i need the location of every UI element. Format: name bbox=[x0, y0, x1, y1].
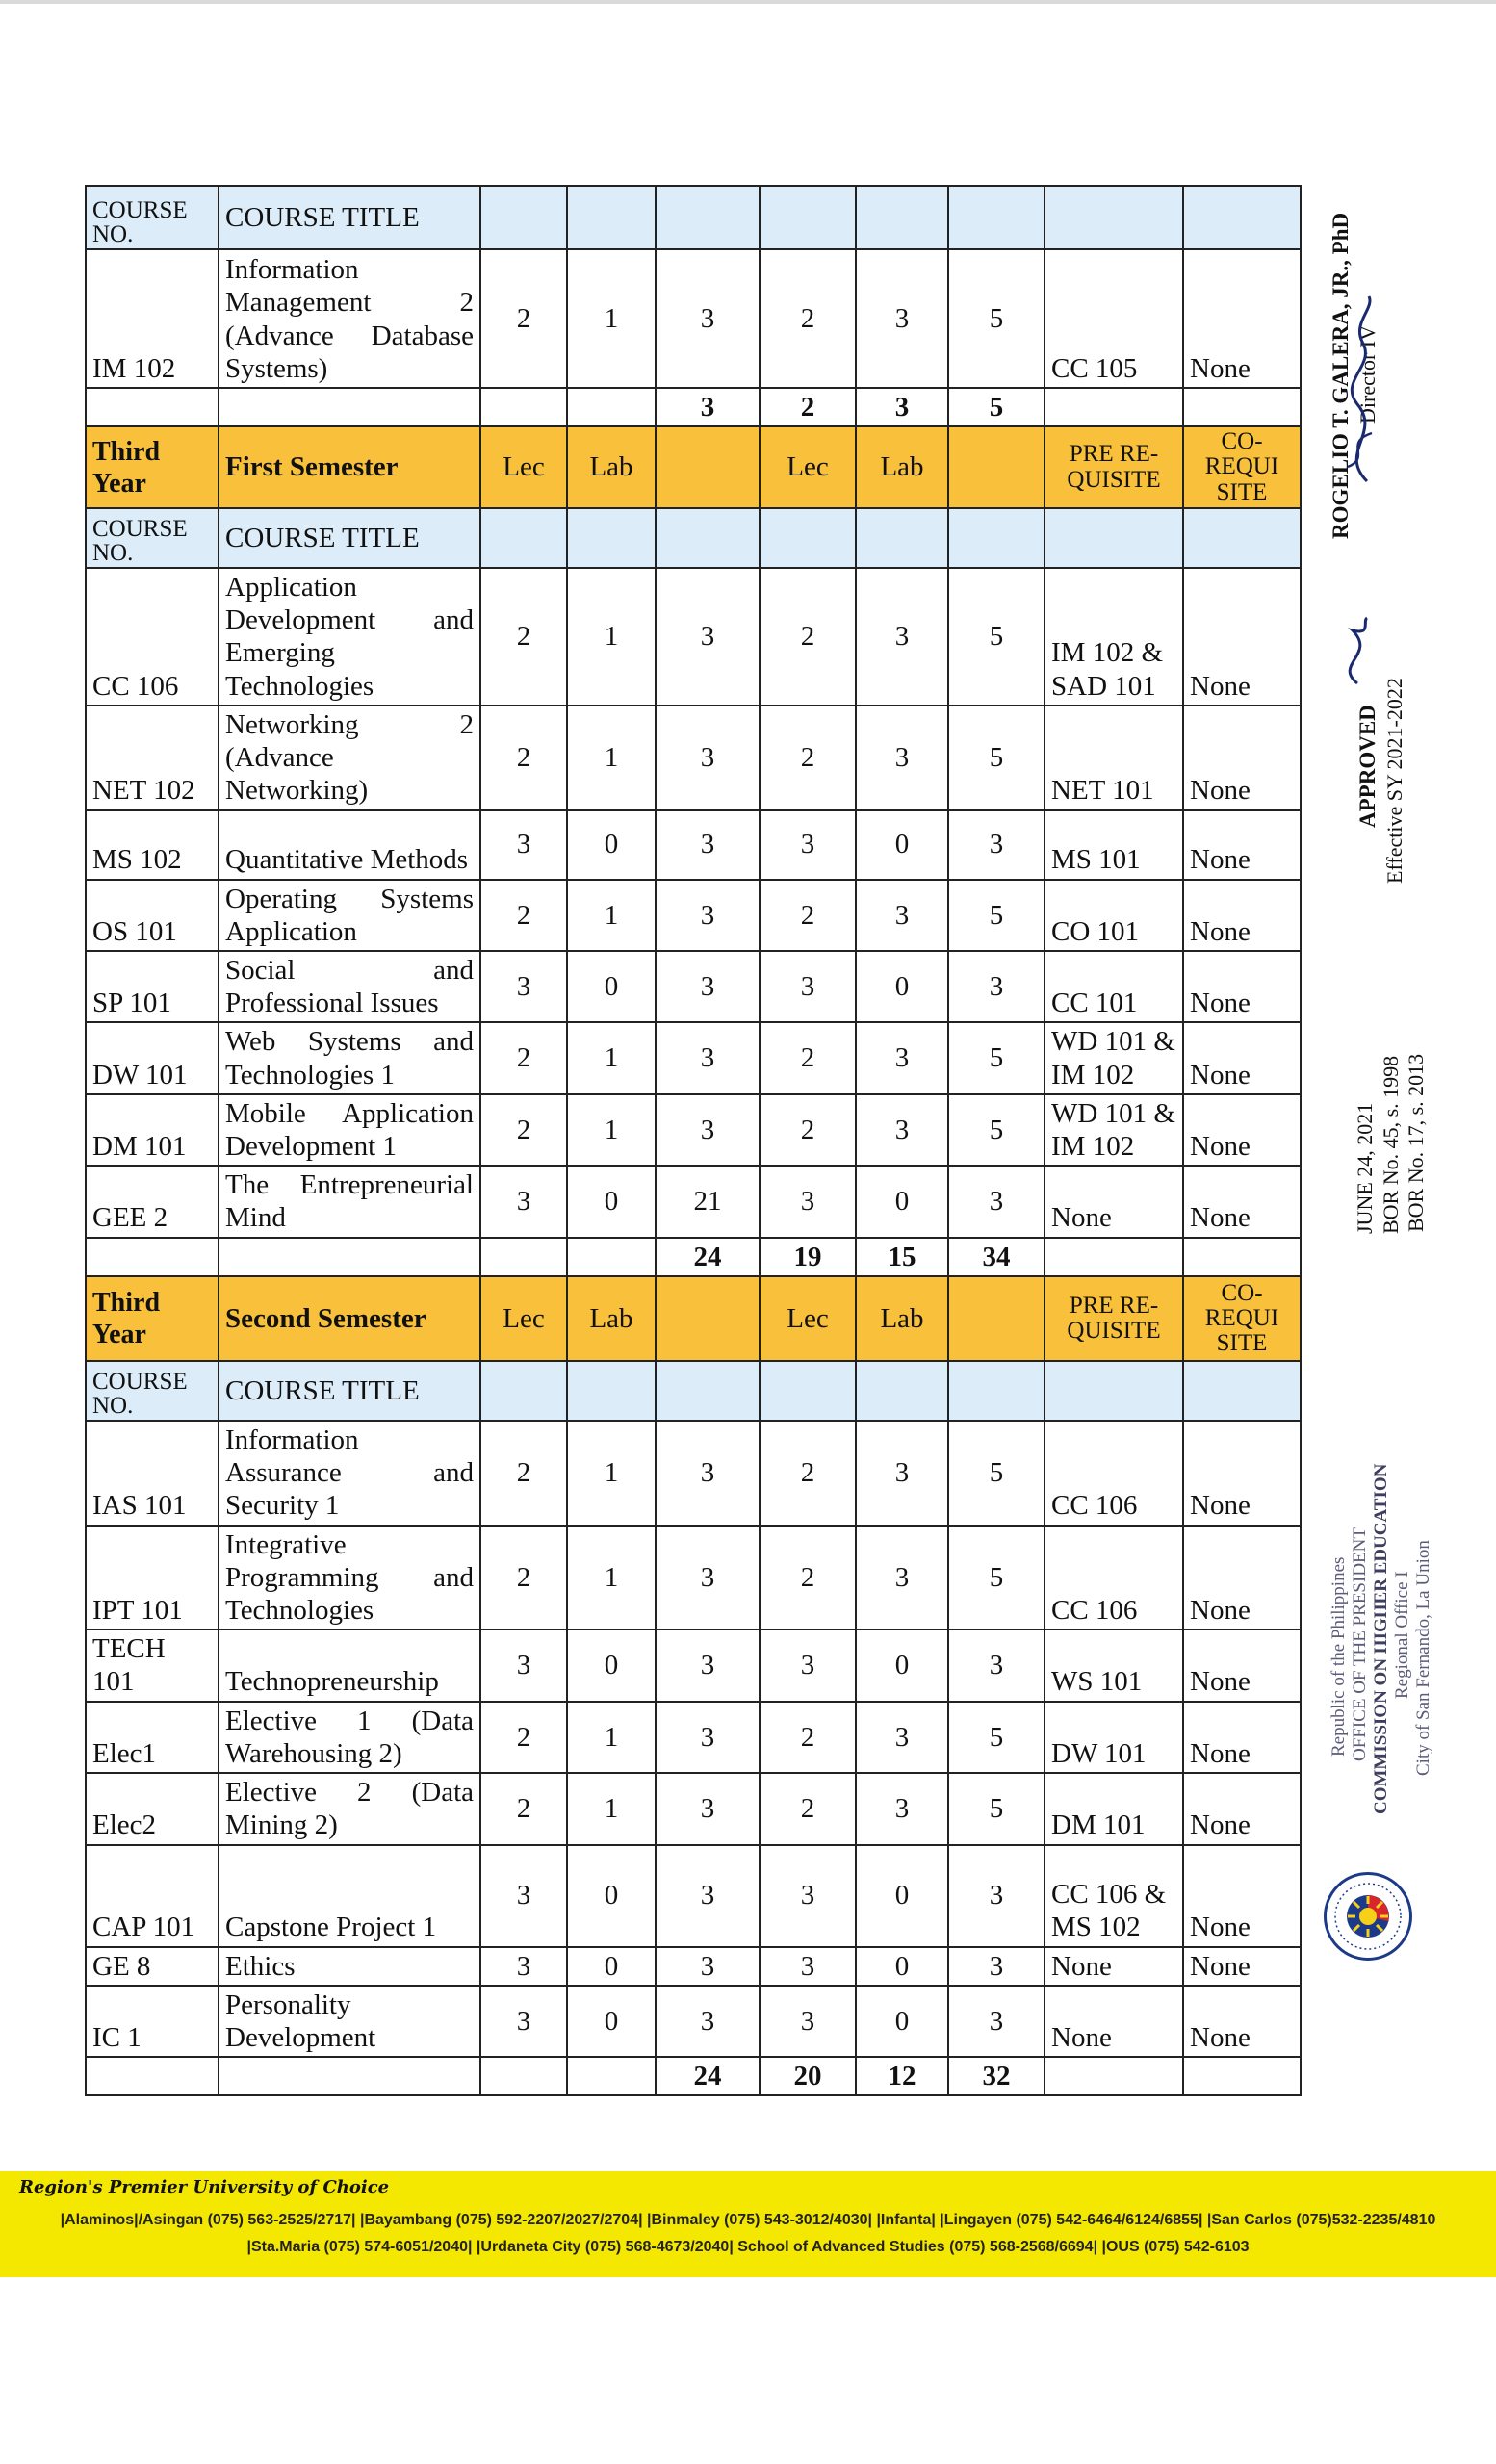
course-title: Ethics bbox=[219, 1947, 480, 1986]
header-blank-cell bbox=[656, 508, 760, 568]
footer-motto: Region's Premier University of Choice bbox=[19, 2177, 390, 2197]
header-blank-cell bbox=[567, 1361, 656, 1421]
total-blank bbox=[86, 1238, 219, 1276]
header-blank-cell bbox=[760, 508, 856, 568]
lab-units: 0 bbox=[567, 810, 656, 880]
total-hours: 5 bbox=[948, 1773, 1045, 1844]
lec-hours: 3 bbox=[760, 1166, 856, 1237]
course-title: Personality Development bbox=[219, 1986, 480, 2057]
course-row bbox=[86, 1845, 1301, 1947]
header-blank-cell bbox=[567, 508, 656, 568]
header-blank-cell bbox=[856, 508, 948, 568]
lab-hours: 3 bbox=[856, 1421, 948, 1526]
course-title-header: COURSE TITLE bbox=[219, 1361, 480, 1421]
lec-units: 2 bbox=[480, 568, 567, 706]
corequisite: None bbox=[1183, 1526, 1301, 1630]
lab-units: 1 bbox=[567, 249, 656, 388]
total-units: 3 bbox=[656, 880, 760, 951]
course-code: OS 101 bbox=[86, 880, 219, 951]
header-blank-cell bbox=[948, 1361, 1045, 1421]
units-blank-header bbox=[656, 426, 760, 508]
total-units: 3 bbox=[656, 1986, 760, 2057]
lec-units: 2 bbox=[480, 1022, 567, 1093]
semester-total: 5 bbox=[948, 388, 1045, 426]
course-title: The Entrepreneurial Mind bbox=[219, 1166, 480, 1237]
course-code: GE 8 bbox=[86, 1947, 219, 1986]
semester-label: First Semester bbox=[219, 426, 480, 508]
lab-hours: 3 bbox=[856, 1526, 948, 1630]
lec-hours: 2 bbox=[760, 1022, 856, 1093]
course-title: Operating Systems Application bbox=[219, 880, 480, 951]
total-blank bbox=[1183, 2057, 1301, 2095]
corequisite: None bbox=[1183, 1773, 1301, 1844]
total-hours: 3 bbox=[948, 1947, 1045, 1986]
course-title: Mobile Application Development 1 bbox=[219, 1094, 480, 1166]
total-hours: 5 bbox=[948, 880, 1045, 951]
lab-units: 1 bbox=[567, 880, 656, 951]
course-code: CC 106 bbox=[86, 568, 219, 706]
effective-label: Effective SY 2021-2022 bbox=[1382, 678, 1406, 884]
prerequisite: CC 105 bbox=[1045, 249, 1183, 388]
course-row bbox=[86, 249, 1301, 388]
lab-units: 1 bbox=[567, 1526, 656, 1630]
total-row bbox=[86, 1238, 1301, 1276]
total-hours: 5 bbox=[948, 1022, 1045, 1093]
lab-hours-header: Lab bbox=[856, 1276, 948, 1361]
lab-units: 0 bbox=[567, 1986, 656, 2057]
total-units: 3 bbox=[656, 1630, 760, 1701]
total-row bbox=[86, 388, 1301, 426]
ched-line-3: COMMISSION ON HIGHER EDUCATION bbox=[1371, 1463, 1391, 1814]
course-row bbox=[86, 1526, 1301, 1630]
course-no-header: COURSE NO. bbox=[86, 1361, 219, 1421]
total-blank bbox=[480, 2057, 567, 2095]
corequisite: None bbox=[1183, 568, 1301, 706]
course-row bbox=[86, 951, 1301, 1022]
course-title: Capstone Project 1 bbox=[219, 1845, 480, 1947]
semester-header-row bbox=[86, 426, 1301, 508]
total-blank bbox=[1045, 2057, 1183, 2095]
footer-campuses-line-1: |Alaminos|/Asingan (075) 563-2525/2717| |Bayambang (075) 592-2207/2027/2704| |Binmaley (075) 543-3012/4030| |Infanta| |Lingayen (075) 542-6464/6124/6855| |San Carlos (075)532-2235/4810 bbox=[60, 2212, 1436, 2228]
total-blank bbox=[1045, 1238, 1183, 1276]
lab-hours: 3 bbox=[856, 706, 948, 810]
prerequisite: CC 101 bbox=[1045, 951, 1183, 1022]
lab-units: 1 bbox=[567, 1773, 656, 1844]
total-hours: 5 bbox=[948, 1094, 1045, 1166]
ched-line-2: OFFICE OF THE PRESIDENT bbox=[1350, 1527, 1370, 1761]
lab-units: 1 bbox=[567, 1094, 656, 1166]
ched-line-1: Republic of the Philippines bbox=[1328, 1556, 1349, 1757]
corequisite: None bbox=[1183, 1421, 1301, 1526]
total-units: 3 bbox=[656, 1947, 760, 1986]
signatory-title: Director IV bbox=[1355, 324, 1380, 424]
course-title: Application Development and Emerging Technologies bbox=[219, 568, 480, 706]
corequisite: None bbox=[1183, 1166, 1301, 1237]
corequisite-header: CO-REQUI SITE bbox=[1183, 1276, 1301, 1361]
header-blank-cell bbox=[856, 1361, 948, 1421]
semester-total: 32 bbox=[948, 2057, 1045, 2095]
course-row bbox=[86, 880, 1301, 951]
lec-units: 2 bbox=[480, 1094, 567, 1166]
corequisite: None bbox=[1183, 706, 1301, 810]
prerequisite: None bbox=[1045, 1986, 1183, 2057]
course-title: Social and Professional Issues bbox=[219, 951, 480, 1022]
header-blank-cell bbox=[480, 186, 567, 249]
ched-seal-logo bbox=[1324, 1872, 1412, 1961]
lec-hours-header: Lec bbox=[760, 1276, 856, 1361]
lec-units: 2 bbox=[480, 249, 567, 388]
semester-total: 2 bbox=[760, 388, 856, 426]
corequisite-header: CO-REQUI SITE bbox=[1183, 426, 1301, 508]
approval-date: JUNE 24, 2021 bbox=[1353, 1102, 1377, 1234]
corequisite: None bbox=[1183, 249, 1301, 388]
header-blank-cell bbox=[480, 1361, 567, 1421]
course-title: Elective 1 (Data Warehousing 2) bbox=[219, 1702, 480, 1773]
total-blank bbox=[219, 2057, 480, 2095]
lab-hours: 3 bbox=[856, 880, 948, 951]
curriculum-table bbox=[85, 185, 1302, 2096]
lec-units: 3 bbox=[480, 1630, 567, 1701]
lab-hours: 3 bbox=[856, 568, 948, 706]
lab-hours: 0 bbox=[856, 1986, 948, 2057]
course-row bbox=[86, 568, 1301, 706]
header-blank-cell bbox=[1183, 1361, 1301, 1421]
lab-hours: 3 bbox=[856, 1773, 948, 1844]
corequisite: None bbox=[1183, 1630, 1301, 1701]
course-title: Information Assurance and Security 1 bbox=[219, 1421, 480, 1526]
lec-hours-header: Lec bbox=[760, 426, 856, 508]
header-blank-cell bbox=[656, 186, 760, 249]
total-blank bbox=[1183, 1238, 1301, 1276]
course-no-header: COURSE NO. bbox=[86, 186, 219, 249]
total-units: 3 bbox=[656, 568, 760, 706]
course-row bbox=[86, 1630, 1301, 1701]
header-blank-cell bbox=[480, 508, 567, 568]
total-hours: 3 bbox=[948, 1845, 1045, 1947]
lab-hours: 0 bbox=[856, 1845, 948, 1947]
corequisite: None bbox=[1183, 810, 1301, 880]
corequisite: None bbox=[1183, 880, 1301, 951]
header-blank-cell bbox=[1045, 186, 1183, 249]
prerequisite: CO 101 bbox=[1045, 880, 1183, 951]
semester-total: 34 bbox=[948, 1238, 1045, 1276]
semester-total: 19 bbox=[760, 1238, 856, 1276]
lec-units: 3 bbox=[480, 951, 567, 1022]
lec-units: 3 bbox=[480, 1845, 567, 1947]
lec-hours: 2 bbox=[760, 1773, 856, 1844]
lab-hours: 0 bbox=[856, 951, 948, 1022]
course-row bbox=[86, 706, 1301, 810]
lec-hours: 2 bbox=[760, 1702, 856, 1773]
course-code: MS 102 bbox=[86, 810, 219, 880]
semester-total: 12 bbox=[856, 2057, 948, 2095]
lab-units: 0 bbox=[567, 1630, 656, 1701]
total-units: 3 bbox=[656, 1702, 760, 1773]
course-code: CAP 101 bbox=[86, 1845, 219, 1947]
lec-hours: 2 bbox=[760, 1526, 856, 1630]
total-hours: 3 bbox=[948, 1166, 1045, 1237]
total-hours: 5 bbox=[948, 1702, 1045, 1773]
prerequisite-header: PRE RE-QUISITE bbox=[1045, 426, 1183, 508]
bor-reference-1: BOR No. 45, s. 1998 bbox=[1379, 1055, 1403, 1234]
lab-header: Lab bbox=[567, 426, 656, 508]
total-blank bbox=[480, 1238, 567, 1276]
course-row bbox=[86, 1986, 1301, 2057]
semester-label: Second Semester bbox=[219, 1276, 480, 1361]
total-units: 3 bbox=[656, 1526, 760, 1630]
prerequisite-header: PRE RE-QUISITE bbox=[1045, 1276, 1183, 1361]
course-header-row bbox=[86, 508, 1301, 568]
total-blank bbox=[219, 388, 480, 426]
header-blank-cell bbox=[856, 186, 948, 249]
total-units: 3 bbox=[656, 1421, 760, 1526]
prerequisite: CC 106 bbox=[1045, 1421, 1183, 1526]
total-row bbox=[86, 2057, 1301, 2095]
prerequisite: NET 101 bbox=[1045, 706, 1183, 810]
course-code: Elec2 bbox=[86, 1773, 219, 1844]
header-blank-cell bbox=[1183, 508, 1301, 568]
header-blank-cell bbox=[948, 186, 1045, 249]
hours-blank-header bbox=[948, 426, 1045, 508]
course-code: IM 102 bbox=[86, 249, 219, 388]
total-units: 3 bbox=[656, 1773, 760, 1844]
lab-hours: 3 bbox=[856, 1022, 948, 1093]
course-code: IC 1 bbox=[86, 1986, 219, 2057]
signatory-name: ROGELIO T. GALERA, JR., PhD bbox=[1328, 212, 1353, 539]
total-hours: 5 bbox=[948, 1421, 1045, 1526]
lab-units: 0 bbox=[567, 951, 656, 1022]
prerequisite: DW 101 bbox=[1045, 1702, 1183, 1773]
header-blank-cell bbox=[760, 1361, 856, 1421]
course-title: Web Systems and Technologies 1 bbox=[219, 1022, 480, 1093]
course-code: DM 101 bbox=[86, 1094, 219, 1166]
corequisite: None bbox=[1183, 1986, 1301, 2057]
header-blank-cell bbox=[1045, 1361, 1183, 1421]
lec-header: Lec bbox=[480, 426, 567, 508]
course-title: Technopreneurship bbox=[219, 1630, 480, 1701]
total-units: 3 bbox=[656, 706, 760, 810]
course-code: NET 102 bbox=[86, 706, 219, 810]
course-row bbox=[86, 1022, 1301, 1093]
lec-hours: 2 bbox=[760, 1094, 856, 1166]
lec-hours: 2 bbox=[760, 568, 856, 706]
lab-hours: 0 bbox=[856, 1947, 948, 1986]
total-hours: 5 bbox=[948, 706, 1045, 810]
units-blank-header bbox=[656, 1276, 760, 1361]
lab-hours: 0 bbox=[856, 1630, 948, 1701]
course-header-row bbox=[86, 186, 1301, 249]
lec-units: 2 bbox=[480, 1421, 567, 1526]
lec-hours: 2 bbox=[760, 249, 856, 388]
top-edge bbox=[0, 0, 1496, 4]
lab-hours-header: Lab bbox=[856, 426, 948, 508]
total-units: 3 bbox=[656, 1022, 760, 1093]
semester-total: 3 bbox=[656, 388, 760, 426]
year-label: Third Year bbox=[86, 426, 219, 508]
total-hours: 5 bbox=[948, 249, 1045, 388]
total-blank bbox=[567, 388, 656, 426]
lec-units: 2 bbox=[480, 1702, 567, 1773]
header-blank-cell bbox=[1045, 508, 1183, 568]
lec-units: 3 bbox=[480, 1947, 567, 1986]
corequisite: None bbox=[1183, 951, 1301, 1022]
course-row bbox=[86, 1094, 1301, 1166]
lab-units: 0 bbox=[567, 1947, 656, 1986]
total-units: 3 bbox=[656, 951, 760, 1022]
lec-hours: 3 bbox=[760, 1630, 856, 1701]
course-title: Networking 2 (Advance Networking) bbox=[219, 706, 480, 810]
lec-hours: 2 bbox=[760, 706, 856, 810]
footer-campuses-line-2: |Sta.Maria (075) 574-6051/2040| |Urdaneta City (075) 568-4673/2040| School of Advanced Studies (075) 568-2568/6694| |OUS (075) 542-6103 bbox=[246, 2239, 1250, 2255]
semester-total: 24 bbox=[656, 2057, 760, 2095]
total-hours: 3 bbox=[948, 1630, 1045, 1701]
semester-total: 3 bbox=[856, 388, 948, 426]
prerequisite: WS 101 bbox=[1045, 1630, 1183, 1701]
curriculum-table-wrapper bbox=[85, 185, 1300, 2096]
hours-blank-header bbox=[948, 1276, 1045, 1361]
lec-hours: 2 bbox=[760, 880, 856, 951]
total-blank bbox=[86, 388, 219, 426]
total-units: 3 bbox=[656, 249, 760, 388]
curriculum-table-body bbox=[86, 186, 1301, 2095]
total-hours: 3 bbox=[948, 1986, 1045, 2057]
lec-units: 3 bbox=[480, 1986, 567, 2057]
ched-line-5: City of San Fernando, La Union bbox=[1413, 1540, 1433, 1776]
header-blank-cell bbox=[1183, 186, 1301, 249]
course-row bbox=[86, 1166, 1301, 1237]
semester-total: 15 bbox=[856, 1238, 948, 1276]
total-blank bbox=[86, 2057, 219, 2095]
lab-units: 1 bbox=[567, 568, 656, 706]
lec-hours: 3 bbox=[760, 1986, 856, 2057]
lab-hours: 0 bbox=[856, 810, 948, 880]
bor-reference-2: BOR No. 17, s. 2013 bbox=[1404, 1053, 1428, 1232]
lec-units: 2 bbox=[480, 1526, 567, 1630]
lab-hours: 3 bbox=[856, 1702, 948, 1773]
lec-units: 3 bbox=[480, 1166, 567, 1237]
course-title: Quantitative Methods bbox=[219, 810, 480, 880]
semester-header-row bbox=[86, 1276, 1301, 1361]
lab-hours: 3 bbox=[856, 1094, 948, 1166]
lab-header: Lab bbox=[567, 1276, 656, 1361]
semester-total: 20 bbox=[760, 2057, 856, 2095]
course-code: Elec1 bbox=[86, 1702, 219, 1773]
prerequisite: CC 106 & MS 102 bbox=[1045, 1845, 1183, 1947]
lec-hours: 3 bbox=[760, 810, 856, 880]
total-hours: 5 bbox=[948, 1526, 1045, 1630]
lec-units: 2 bbox=[480, 1773, 567, 1844]
course-row bbox=[86, 1773, 1301, 1844]
course-row bbox=[86, 1421, 1301, 1526]
header-blank-cell bbox=[948, 508, 1045, 568]
total-blank bbox=[1045, 388, 1183, 426]
course-header-row bbox=[86, 1361, 1301, 1421]
signature-mark bbox=[1328, 289, 1396, 491]
header-blank-cell bbox=[656, 1361, 760, 1421]
total-hours: 5 bbox=[948, 568, 1045, 706]
course-title: Integrative Programming and Technologies bbox=[219, 1526, 480, 1630]
course-code: IPT 101 bbox=[86, 1526, 219, 1630]
prerequisite: None bbox=[1045, 1947, 1183, 1986]
prerequisite: IM 102 & SAD 101 bbox=[1045, 568, 1183, 706]
prerequisite: MS 101 bbox=[1045, 810, 1183, 880]
lec-units: 2 bbox=[480, 706, 567, 810]
course-code: SP 101 bbox=[86, 951, 219, 1022]
total-blank bbox=[567, 2057, 656, 2095]
course-code: IAS 101 bbox=[86, 1421, 219, 1526]
course-no-header: COURSE NO. bbox=[86, 508, 219, 568]
lab-units: 1 bbox=[567, 1421, 656, 1526]
lab-hours: 0 bbox=[856, 1166, 948, 1237]
course-row bbox=[86, 1947, 1301, 1986]
approved-label: APPROVED bbox=[1355, 705, 1380, 828]
corequisite: None bbox=[1183, 1845, 1301, 1947]
total-units: 21 bbox=[656, 1166, 760, 1237]
lab-units: 0 bbox=[567, 1166, 656, 1237]
lab-units: 1 bbox=[567, 1702, 656, 1773]
course-title-header: COURSE TITLE bbox=[219, 186, 480, 249]
course-code: GEE 2 bbox=[86, 1166, 219, 1237]
semester-total: 24 bbox=[656, 1238, 760, 1276]
corequisite: None bbox=[1183, 1947, 1301, 1986]
lec-hours: 3 bbox=[760, 1947, 856, 1986]
header-blank-cell bbox=[760, 186, 856, 249]
lab-units: 1 bbox=[567, 706, 656, 810]
course-title: Elective 2 (Data Mining 2) bbox=[219, 1773, 480, 1844]
total-units: 3 bbox=[656, 1094, 760, 1166]
total-units: 3 bbox=[656, 810, 760, 880]
lec-hours: 3 bbox=[760, 951, 856, 1022]
signature-mark bbox=[1328, 616, 1386, 693]
prerequisite: None bbox=[1045, 1166, 1183, 1237]
total-hours: 3 bbox=[948, 810, 1045, 880]
total-blank bbox=[567, 1238, 656, 1276]
prerequisite: DM 101 bbox=[1045, 1773, 1183, 1844]
course-title-header: COURSE TITLE bbox=[219, 508, 480, 568]
total-blank bbox=[1183, 388, 1301, 426]
total-blank bbox=[480, 388, 567, 426]
course-row bbox=[86, 810, 1301, 880]
lec-units: 2 bbox=[480, 880, 567, 951]
lab-units: 0 bbox=[567, 1845, 656, 1947]
prerequisite: WD 101 & IM 102 bbox=[1045, 1094, 1183, 1166]
corequisite: None bbox=[1183, 1022, 1301, 1093]
lab-units: 1 bbox=[567, 1022, 656, 1093]
prerequisite: WD 101 & IM 102 bbox=[1045, 1022, 1183, 1093]
total-units: 3 bbox=[656, 1845, 760, 1947]
lec-header: Lec bbox=[480, 1276, 567, 1361]
prerequisite: CC 106 bbox=[1045, 1526, 1183, 1630]
header-blank-cell bbox=[567, 186, 656, 249]
course-row bbox=[86, 1702, 1301, 1773]
lec-hours: 3 bbox=[760, 1845, 856, 1947]
corequisite: None bbox=[1183, 1702, 1301, 1773]
lab-hours: 3 bbox=[856, 249, 948, 388]
total-hours: 3 bbox=[948, 951, 1045, 1022]
year-label: Third Year bbox=[86, 1276, 219, 1361]
ched-line-4: Regional Office I bbox=[1392, 1571, 1412, 1699]
total-blank bbox=[219, 1238, 480, 1276]
course-code: DW 101 bbox=[86, 1022, 219, 1093]
lec-hours: 2 bbox=[760, 1421, 856, 1526]
lec-units: 3 bbox=[480, 810, 567, 880]
course-code: TECH 101 bbox=[86, 1630, 219, 1701]
corequisite: None bbox=[1183, 1094, 1301, 1166]
course-title: Information Management 2 (Advance Database Systems) bbox=[219, 249, 480, 388]
